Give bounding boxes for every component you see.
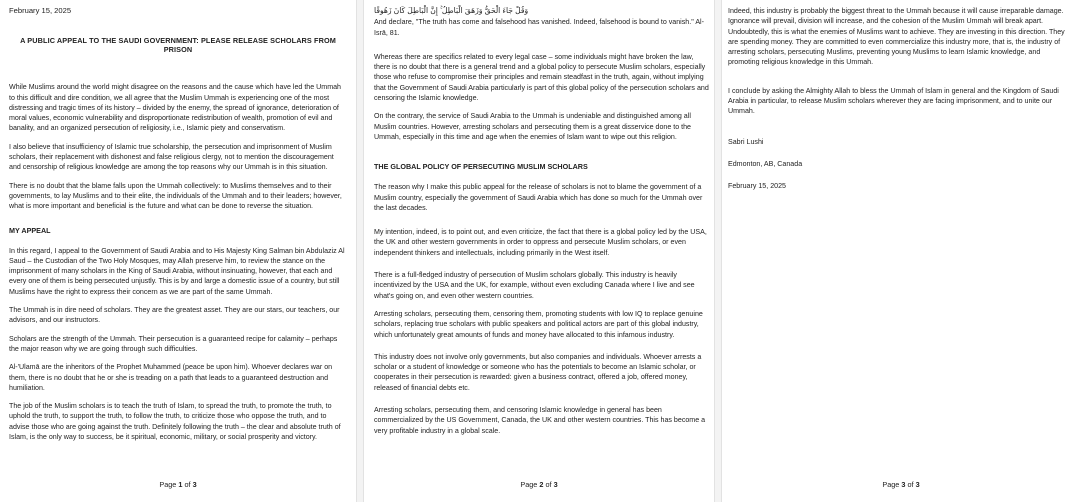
paragraph-conclusion: I conclude by asking the Almighty Allah to bless the Ummah of Islam in general and the Kingdom of Saudi Arabia in particular, to release Muslim scholars wherever they are facing imprisonment, and to unite our Ummah. — [728, 86, 1059, 116]
document-page-3 — [722, 0, 1080, 502]
paragraph: This industry does not involve only governments, but also companies and individuals. Whoever arrests a scholar or a student of knowledge or someone who has the potentials to become an Islamic scholar, or cooperates in their persecution is rewarded: given a business contract, offered a job, offered money, released of financial debts etc. — [374, 352, 702, 392]
paragraph: The job of the Muslim scholars is to teach the truth of Islam, to spread the truth, to promote the truth, to uphold the truth, to support the truth, to follow the truth, to criticize those who oppose the truth, and to advise those who are going against the truth. Definitely following the truth – the clear and absolute truth of Islam, is the only way to success, be it spiritual, economic, military, or social prosperity and victory. — [9, 402, 341, 442]
page-gutter — [714, 0, 722, 502]
footer-of: of — [543, 480, 554, 489]
arabic-verse: وَقُلْ جَاءَ الْحَقُّ وَزَهَقَ الْبَاطِلُ ۚ إِنَّ الْبَاطِلَ كَانَ زَهُوقًا — [374, 6, 529, 15]
paragraph: The Ummah is in dire need of scholars. They are the greatest asset. They are our stars, our teachers, our advisors, and our instructors. — [9, 306, 340, 325]
page-footer — [722, 480, 1080, 489]
signature-name: Sabri Lushi — [728, 137, 764, 146]
page-gutter — [356, 0, 364, 502]
paragraph: My intention, indeed, is to point out, and even criticize, the fact that there is a global policy led by the USA, the UK and other western governments in order to oppress and persecute Muslim scholars, or even independent thinkers and intellectuals, including primarily in the West itself. — [374, 228, 707, 257]
paragraph: On the contrary, the service of Saudi Arabia to the Ummah is undeniable and distinguished among all Muslim countries. However, arresting scholars and persecuting them is a great disservice done to the Ummah, especially in this time and age when the enemies of Islam want to wipe out this religion. — [374, 112, 692, 141]
page-footer — [0, 480, 356, 489]
quote-translation: And declare, "The truth has come and falsehood has vanished. Indeed, falsehood is bound to vanish." Al-Isrā, 81. — [374, 18, 704, 37]
section-heading-global-policy: THE GLOBAL POLICY OF PERSECUTING MUSLIM SCHOLARS — [374, 162, 588, 172]
document-page-1 — [0, 0, 356, 502]
footer-page-total: 3 — [915, 480, 920, 489]
paragraph: Scholars are the strength of the Ummah. Their persecution is a guaranteed recipe for calamity – perhaps the major reason why we are going through such difficulties. — [9, 334, 338, 353]
signature-location: Edmonton, AB, Canada — [728, 159, 803, 168]
paragraph: Al-'Ulamā are the inheritors of the Prophet Muhammed (peace be upon him). Whoever declares war on them, there is no doubt that he or she is treading on a path that leads to a guaranteed destruction and humiliation. — [9, 363, 333, 392]
page-footer — [364, 480, 714, 489]
paragraph: There is no doubt that the blame falls upon the Ummah collectively: to Muslims themselves and to their governments, to lay Muslims and to their elite, the individuals of the Ummah and to their leaders; however, what is more important and beneficial is the future and what can be done to reverse the situation. — [9, 181, 342, 211]
footer-page-number: 1 — [178, 480, 183, 489]
footer-page-number: 2 — [539, 480, 544, 489]
paragraph: Whereas there are specifics related to every legal case – some individuals might have broken the law, there is no doubt that there is a general trend and a global policy to persecute Muslim scholars, especially those who refuse to compromise their principles and remain steadfast in the truth, again, without implying that the Government of Saudi Arabia particularly is part of this global policy of the persecution scholars and censoring the Islamic knowledge. — [374, 52, 709, 103]
paragraph: Indeed, this industry is probably the biggest threat to the Ummah because it will cause irreparable damage. Ignorance will prevail, division will increase, and the cohesion of the Muslim Ummah will break apart. Undoubtedly, this is what the enemies of Muslims want to achieve. They are investing in this direction. They are spending money. They are committed to even commercialize this industry more, that is, the industry of arresting scholars, persecuting Muslims, preventing young Muslims to learn Islamic knowledge, and promoting religious knowledge in this Ummah. — [728, 7, 1065, 67]
letter-title: A PUBLIC APPEAL TO THE SAUDI GOVERNMENT: PLEASE RELEASE SCHOLARS FROM PRISON — [20, 36, 336, 55]
paragraph: There is a full-fledged industry of persecution of Muslim scholars globally. This industry is heavily incentivized by the USA and the UK, for example, without even excluding Canada where I live and see what's going on, and even other western countries. — [374, 271, 695, 300]
footer-of: of — [905, 480, 916, 489]
footer-page-total: 3 — [553, 480, 558, 489]
footer-of: of — [182, 480, 193, 489]
paragraph: In this regard, I appeal to the Government of Saudi Arabia and to His Majesty King Salman bin Abdulaziz Al Saud – the Custodian of the Two Holy Mosques, may Allah preserve him, to review the stance on the imprisonment of many scholars in the King of Saudi Arabia, without insinuating, however, that each and every one of them is being persecuted unjustly. This is by and large a domestic issue of a country, but still Muslims have the right to express their concern as we are part of the same Ummah. — [9, 246, 345, 296]
footer-page-number: 3 — [901, 480, 906, 489]
footer-page-total: 3 — [192, 480, 197, 489]
footer-prefix: Page — [882, 480, 902, 489]
paragraph: Arresting scholars, persecuting them, censoring them, promoting students with low IQ to replace genuine scholars, replacing true scholars with public speakers and political actors are part of this global industry, which unfortunately great amounts of funds and money have allocated to this infamous industry. — [374, 309, 703, 339]
letter-date: February 15, 2025 — [9, 6, 72, 15]
signature-block — [728, 137, 1070, 192]
paragraph: The reason why I make this public appeal for the release of scholars is not to blame the government of a Muslim country, especially the government of Saudi Arabia which has done so much for the Ummah over the last decades. — [374, 183, 703, 212]
section-heading-my-appeal: MY APPEAL — [9, 225, 51, 235]
paragraph: I also believe that insufficiency of Islamic true scholarship, the persecution and imprisonment of Muslim scholars, their replacement with dishonest and false religious clergy, not to mention the discouragement and censorship of religious knowledge are among the top reasons why our Ummah is in this situation. — [9, 142, 334, 172]
document-page-2 — [364, 0, 714, 502]
paragraph: Arresting scholars, persecuting them, and censoring Islamic knowledge in general has been commercialized by the US Government, Canada, the UK and other western countries. This has become a very profitable industry in a global scale. — [374, 406, 706, 435]
footer-prefix: Page — [520, 480, 540, 489]
signature-date: February 15, 2025 — [728, 182, 786, 191]
paragraph: While Muslims around the world might disagree on the reasons and the cause which have led the Ummah to this difficult and dire condition, we all agree that the Muslim Ummah is experiencing one of the most distressing and tragic times of its history – divided by the enemy, the spread of ignorance, deterioration of moral values, economic vulnerability and disproportionate redistribution of wealth, promotion of evil and banality, and an organized persecution of religiosity, i.e., Islamic piety and conservatism. — [9, 83, 342, 133]
footer-prefix: Page — [159, 480, 179, 489]
